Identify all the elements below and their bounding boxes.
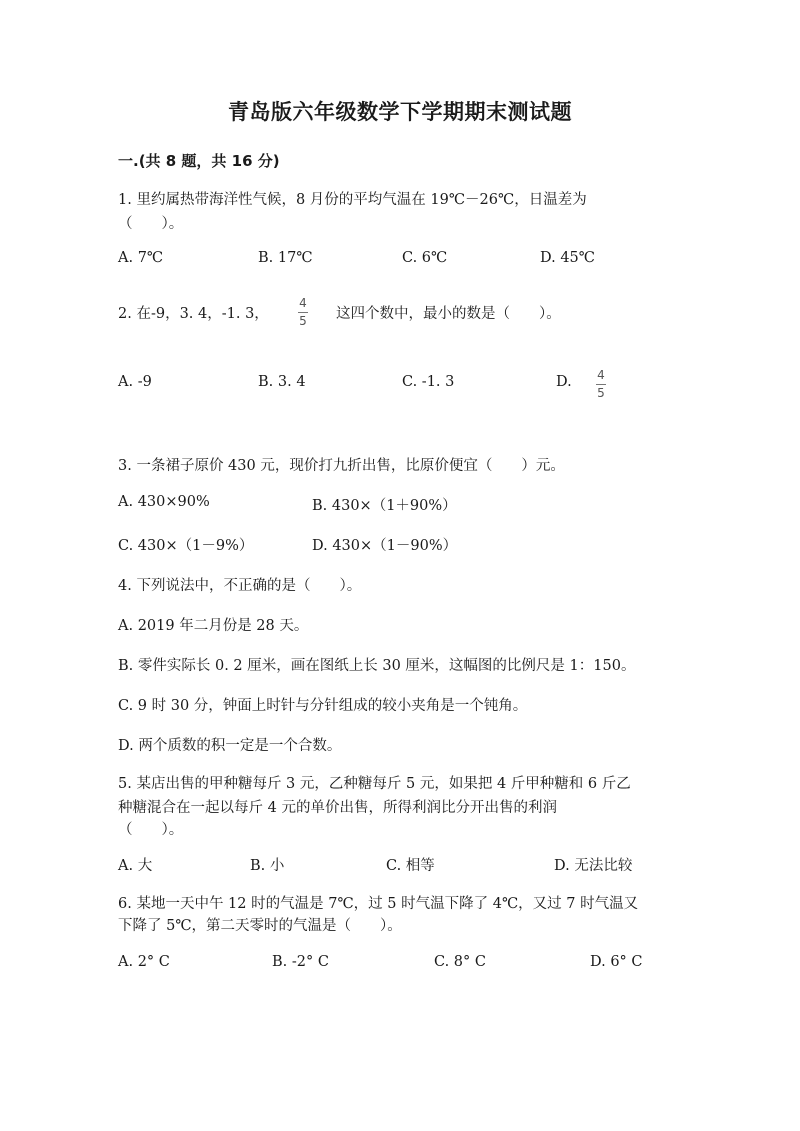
question-2-option-a[interactable]: A. -9 bbox=[118, 374, 152, 390]
question-6-option-b[interactable]: B. -2° C bbox=[272, 954, 329, 970]
question-4-option-c[interactable]: C. 9 时 30 分，钟面上时针与分针组成的较小夹角是一个钝角。 bbox=[118, 698, 528, 714]
fraction-denominator: 5 bbox=[597, 386, 605, 400]
question-5-stem-line-1: 5. 某店出售的甲种糖每斤 3 元，乙种糖每斤 5 元，如果把 4 斤甲种糖和 6 斤乙 bbox=[118, 776, 631, 792]
question-3-option-a[interactable]: A. 430×90% bbox=[118, 494, 210, 510]
fraction-denominator: 5 bbox=[299, 314, 307, 328]
question-2-option-b[interactable]: B. 3. 4 bbox=[258, 374, 306, 390]
fraction-bar bbox=[298, 312, 308, 313]
question-3-stem: 3. 一条裙子原价 430 元，现价打九折出售，比原价便宜（ ）元。 bbox=[118, 458, 565, 474]
question-2-option-d-fraction bbox=[596, 369, 606, 400]
question-5-option-b[interactable]: B. 小 bbox=[250, 858, 285, 874]
fraction-bar bbox=[596, 384, 606, 385]
page-title: 青岛版六年级数学下学期期末测试题 bbox=[228, 100, 572, 124]
question-4-stem: 4. 下列说法中，不正确的是（ ）。 bbox=[118, 578, 362, 594]
question-4-option-d[interactable]: D. 两个质数的积一定是一个合数。 bbox=[118, 738, 342, 754]
question-5-option-c[interactable]: C. 相等 bbox=[386, 858, 435, 874]
question-1-option-b[interactable]: B. 17℃ bbox=[258, 250, 313, 266]
question-3-option-d[interactable]: D. 430×（1－90%） bbox=[312, 538, 458, 554]
fraction-numerator: 4 bbox=[597, 368, 605, 382]
section-heading: 一.(共 8 题，共 16 分) bbox=[118, 152, 280, 170]
fraction-numerator: 4 bbox=[299, 296, 307, 310]
question-6-option-c[interactable]: C. 8° C bbox=[434, 954, 486, 970]
question-1-option-d[interactable]: D. 45℃ bbox=[540, 250, 595, 266]
question-1-stem-line-2: （ ）。 bbox=[118, 216, 184, 232]
question-4-option-a[interactable]: A. 2019 年二月份是 28 天。 bbox=[118, 618, 309, 634]
question-2-option-d[interactable]: D. bbox=[556, 374, 572, 390]
question-1-option-a[interactable]: A. 7℃ bbox=[118, 250, 164, 266]
question-6-option-a[interactable]: A. 2° C bbox=[118, 954, 170, 970]
question-4-option-b[interactable]: B. 零件实际长 0. 2 厘米，画在图纸上长 30 厘米，这幅图的比例尺是 1：150。 bbox=[118, 658, 636, 674]
question-2-option-c[interactable]: C. -1. 3 bbox=[402, 374, 455, 390]
question-5-option-a[interactable]: A. 大 bbox=[118, 858, 153, 874]
question-5-stem-line-3: （ ）。 bbox=[118, 822, 184, 838]
question-2-fraction bbox=[298, 297, 308, 328]
question-3-option-b[interactable]: B. 430×（1＋90%） bbox=[312, 498, 457, 514]
question-2-stem-pre: 2. 在-9，3. 4，-1. 3， bbox=[118, 306, 269, 322]
question-6-stem-line-1: 6. 某地一天中午 12 时的气温是 7℃，过 5 时气温下降了 4℃，又过 7 时气温又 bbox=[118, 896, 639, 912]
question-6-option-d[interactable]: D. 6° C bbox=[590, 954, 643, 970]
question-3-option-c[interactable]: C. 430×（1－9%） bbox=[118, 538, 254, 554]
question-6-stem-line-2: 下降了 5℃，第二天零时的气温是（ ）。 bbox=[118, 918, 402, 934]
question-1-stem-line-1: 1. 里约属热带海洋性气候，8 月份的平均气温在 19℃－26℃，日温差为 bbox=[118, 192, 587, 208]
question-1-option-c[interactable]: C. 6℃ bbox=[402, 250, 448, 266]
question-2-stem-post: 这四个数中，最小的数是（ ）。 bbox=[336, 306, 561, 322]
question-5-option-d[interactable]: D. 无法比较 bbox=[554, 858, 633, 874]
question-5-stem-line-2: 种糖混合在一起以每斤 4 元的单价出售，所得利润比分开出售的利润 bbox=[118, 800, 557, 816]
